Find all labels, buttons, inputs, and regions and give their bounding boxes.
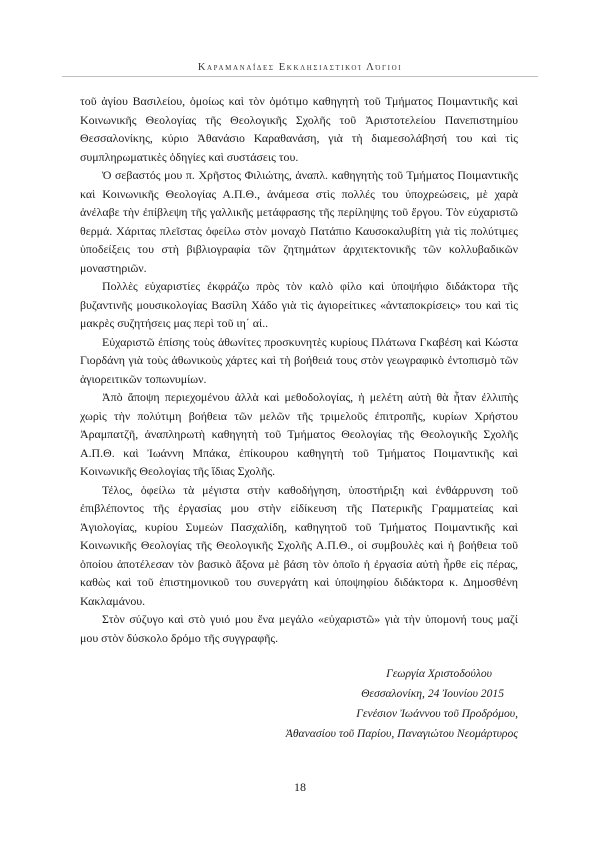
place-date: Θεσσαλονίκη, 24 Ἰουνίου 2015 <box>361 687 504 700</box>
acknowledgements-text <box>80 92 518 647</box>
signature-block <box>286 664 518 744</box>
running-title: Καραμαναΐδες Εκκλησιαστικοί Λόγιοι <box>197 62 403 73</box>
running-head <box>62 62 538 77</box>
paragraph: Εὐχαριστῶ ἐπίσης τοὺς ἀθωνίτες προσκυνητὲς κυρίους Πλάτωνα Γκαβέση καὶ Κώστα Γιορδάνη γιὰ τοὺς ἀθωνικοὺς χάρτες καὶ τὴ βοήθειά τους στὸν γεωγραφικὸ ἐντοπισμὸ τῶν ἁγιορειτικῶν τοπωνυμίων. <box>80 334 518 386</box>
paragraph: Ἀπὸ ἄποψη περιεχομένου ἀλλὰ καὶ μεθοδολογίας, ἡ μελέτη αὐτὴ θὰ ἦταν ἐλλιπὴς χωρὶς τὴν πολύτιμη βοήθεια τῶν μελῶν τῆς τριμελοῦς ἐπιτροπῆς, κυρίων Χρήστου Ἀραμπατζῆ, ἀναπληρωτὴ καθηγητὴ τοῦ Τμήματος Θεολογίας τῆς Θεολογικῆς Σχολῆς Α.Π.Θ. καὶ Ἰωάννη Μπάκα, ἐπίκουρου καθηγητὴ τοῦ Τμήματος Ποιμαντικῆς καὶ Κοινωνικῆς Θεολογίας τῆς ἴδιας Σχολῆς. <box>80 390 518 478</box>
feast-line: Γενέσιον Ἰωάννου τοῦ Προδρόμου, <box>356 707 518 720</box>
feast-line: Ἀθανασίου τοῦ Παρίου, Παναγιώτου Νεομάρτυρος <box>285 727 518 740</box>
paragraph: τοῦ ἁγίου Βασιλείου, ὁμοίως καὶ τὸν ὁμότιμο καθηγητὴ τοῦ Τμήματος Ποιμαντικῆς καὶ Κοινωνικῆς Θεολογίας τῆς Θεολογικῆς Σχολῆς τοῦ Ἀριστοτελείου Πανεπιστημίου Θεσσαλονίκης, κύριο Ἀθανάσιο Καραθανάση, γιὰ τὴ διαμεσολάβησή του καὶ τὶς συμπληρωματικὲς ὁδηγίες καὶ συστάσεις του. <box>80 94 518 164</box>
paragraph: Στὸν σύζυγο καὶ στὸ γυιό μου ἕνα μεγάλο «εὐχαριστῶ» γιὰ τὴν ὑπομονή τους μαζί μου στὸν δύσκολο δρόμο τῆς συγγραφῆς. <box>80 612 518 645</box>
paragraph: Πολλὲς εὐχαριστίες ἐκφράζω πρὸς τὸν καλὸ φίλο καὶ ὑποψήφιο διδάκτορα τῆς βυζαντινῆς μουσικολογίας Βασίλη Χάδο γιὰ τὶς ἁγιορείτικες «ἀνταποκρίσεις» του καὶ τὶς μακρὲς συζητήσεις μας περὶ τοῦ ιη΄ αἰ.. <box>80 279 518 330</box>
paragraph: Ὁ σεβαστός μου π. Χρῆστος Φιλιώτης, ἀναπλ. καθηγητὴς τοῦ Τμήματος Ποιμαντικῆς καὶ Κοινωνικῆς Θεολογίας Α.Π.Θ., ἀνάμεσα στὶς πολλές του ὑποχρεώσεις, μὲ χαρὰ ἀνέλαβε τὴν ἐπίβλεψη τῆς γαλλικῆς μετάφρασης τῆς περίληψης τοῦ ἔργου. Τὸν εὐχαριστῶ θερμά. Χάριτας πλεῖστας ὀφείλω στὸν μοναχὸ Πατάπιο Καυσοκαλυβίτη γιὰ τὶς πολύτιμες ὑποδείξεις του στὴ βιβλιογραφία τῶν ζητημάτων ἀρχιτεκτονικῆς τῶν κολλυβαδικῶν μοναστηριῶν. <box>80 168 518 275</box>
author-name: Γεωργία Χριστοδούλου <box>386 667 492 680</box>
paragraph: Τέλος, ὀφείλω τὰ μέγιστα στὴν καθοδήγηση, ὑποστήριξη καὶ ἐνθάρρυνση τοῦ ἐπιβλέποντος τῆς ἐργασίας μου στὴν εἰδίκευση τῆς Πατερικῆς Γραμματείας καὶ Ἁγιολογίας, κυρίου Συμεὼν Πασχαλίδη, καθηγητοῦ τοῦ Τμήματος Ποιμαντικῆς καὶ Κοινωνικῆς Θεολογίας τῆς Θεολογικῆς Σχολῆς Α.Π.Θ., οἱ συμβουλὲς καὶ ἡ βοήθεια τοῦ ὁποίου ἀποτέλεσαν τὸν βασικὸ ἄξονα μὲ βάση τὸν ὁποῖο ἡ ἐργασία αὐτὴ ἦρθε εἰς πέρας, καθὼς καὶ τοῦ ἐπιστημονικοῦ του συνεργάτη καὶ ὑποψηφίου διδάκτορα κ. Δημοσθένη Κακλαμάνου. <box>80 482 518 608</box>
page-number: 18 <box>294 780 306 794</box>
